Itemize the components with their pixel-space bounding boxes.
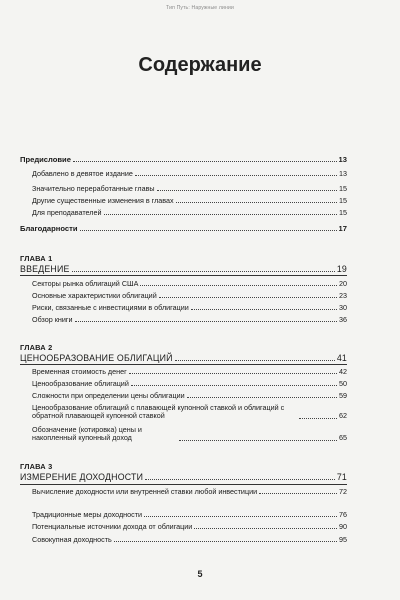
dot-leader: [179, 440, 337, 441]
chapter-number: ГЛАВА 3: [20, 462, 53, 471]
toc-entry-label: Ценообразование облигаций с плавающей купонной ставкой и облигаций с обратной плавающей купонной ставкой: [32, 403, 285, 421]
dot-leader: [140, 285, 337, 286]
toc-entry-label: Обзор книги: [32, 315, 73, 324]
toc-entry-label: Ценообразование облигаций: [32, 379, 129, 388]
toc-page-number: 13: [338, 155, 347, 164]
dot-leader: [157, 190, 337, 191]
toc-entry: [20, 185, 347, 192]
toc-page-number: 72: [339, 487, 347, 496]
toc-entry: [20, 209, 347, 216]
toc-entry: [20, 170, 347, 177]
toc-entry-acknowledgements: [20, 225, 347, 233]
dot-leader: [131, 385, 337, 386]
toc-entry: [20, 197, 347, 204]
chapter-rule: [20, 364, 347, 365]
toc-entry: [20, 536, 347, 543]
toc-entry-label: Основные характеристики облигаций: [32, 291, 157, 300]
running-head: Тип Путь: Наружные линии: [166, 5, 234, 11]
toc-entry: [20, 426, 347, 443]
dot-leader: [72, 271, 335, 272]
chapter-label: [20, 343, 347, 352]
toc-page-number: 17: [338, 224, 347, 233]
dot-leader: [176, 202, 337, 203]
toc-entry: [20, 280, 347, 287]
toc-entry-label: Потенциальные источники дохода от облигации: [32, 522, 193, 531]
chapter-title-row: [20, 265, 347, 274]
toc-page-number: 65: [339, 433, 347, 443]
chapter-number: ГЛАВА 1: [20, 254, 53, 263]
dot-leader: [191, 309, 337, 310]
toc-page-number: 95: [339, 535, 347, 544]
toc-entry: [20, 304, 347, 311]
toc-entry: [20, 404, 347, 421]
dot-leader: [73, 161, 337, 162]
dot-leader: [129, 373, 337, 374]
toc-entry: [20, 368, 347, 375]
toc-entry-label: Предисловие: [20, 155, 71, 164]
dot-leader: [145, 479, 335, 480]
toc-front-matter: [20, 156, 347, 164]
toc-entry-label: Сложности при определении цены облигации: [32, 391, 185, 400]
toc-page-number: 15: [339, 184, 347, 193]
toc-page-number: 15: [339, 196, 347, 205]
toc-page-number: 13: [339, 169, 347, 178]
toc-entry-label: Временная стоимость денег: [32, 367, 127, 376]
toc-entry-label: Другие существенные изменения в главах: [32, 196, 174, 205]
dot-leader: [80, 230, 337, 231]
toc-entry: [20, 380, 347, 387]
toc-entry-label: Обозначение (котировка) цены и накопленный купонный доход: [32, 425, 142, 443]
toc-entry: [20, 392, 347, 399]
toc-page-number: 20: [339, 279, 347, 288]
toc-page-number: 36: [339, 315, 347, 324]
toc-entry-label: Риски, связанные с инвестициями в облигации: [32, 303, 189, 312]
toc-entry: [20, 511, 347, 518]
chapter-label: [20, 462, 347, 471]
toc-entry-label: Совокупная доходность: [32, 535, 112, 544]
toc-page-number: 15: [339, 208, 347, 217]
dot-leader: [194, 528, 337, 529]
chapter-title: ЦЕНООБРАЗОВАНИЕ ОБЛИГАЦИЙ: [20, 353, 173, 363]
toc-entry-label: Вычисление доходности или внутренней ставки любой инвестиции: [32, 487, 258, 496]
chapter-rule: [20, 275, 347, 276]
toc-page-number: 50: [339, 379, 347, 388]
dot-leader: [114, 541, 337, 542]
dot-leader: [259, 493, 337, 494]
page-number: 5: [197, 569, 203, 579]
dot-leader: [104, 214, 337, 215]
chapter-title-row: [20, 354, 347, 363]
toc-entry-preface: [20, 156, 347, 164]
toc-page-number: 23: [339, 291, 347, 300]
toc-entry: [20, 292, 347, 299]
toc-page-number: 30: [339, 303, 347, 312]
toc-entry: [20, 523, 347, 530]
chapter-number: ГЛАВА 2: [20, 343, 53, 352]
dot-leader: [175, 360, 335, 361]
dot-leader: [187, 397, 337, 398]
toc-page-number: 19: [336, 264, 347, 274]
toc-entry-label: Добавлено в девятое издание: [32, 169, 133, 178]
chapter-title: ИЗМЕРЕНИЕ ДОХОДНОСТИ: [20, 472, 144, 482]
toc-entry: [20, 316, 347, 323]
dot-leader: [75, 321, 337, 322]
chapter-title-row: [20, 473, 347, 482]
page-title: Содержание: [138, 54, 262, 76]
chapter-label: [20, 254, 347, 263]
dot-leader: [159, 297, 337, 298]
toc-entry-label: Секторы рынка облигаций США: [32, 279, 139, 288]
chapter-rule: [20, 484, 347, 485]
toc-page-number: 71: [336, 472, 347, 482]
dot-leader: [135, 175, 337, 176]
toc-page-number: 76: [339, 510, 347, 519]
toc-entry: [20, 488, 347, 496]
toc-entry-label: Традиционные меры доходности: [32, 510, 143, 519]
toc-entry-label: Благодарности: [20, 224, 78, 233]
toc-entry-label: Для преподавателей: [32, 208, 102, 217]
chapter-title: ВВЕДЕНИЕ: [20, 264, 70, 274]
toc-entry-label: Значительно переработанные главы: [32, 184, 155, 193]
toc-page-number: 42: [339, 367, 347, 376]
toc-page-number: 62: [339, 411, 347, 421]
toc-page-number: 41: [336, 353, 347, 363]
dot-leader: [144, 516, 337, 517]
toc-page-number: 59: [339, 391, 347, 400]
dot-leader: [299, 418, 337, 419]
toc-page-number: 90: [339, 522, 347, 531]
